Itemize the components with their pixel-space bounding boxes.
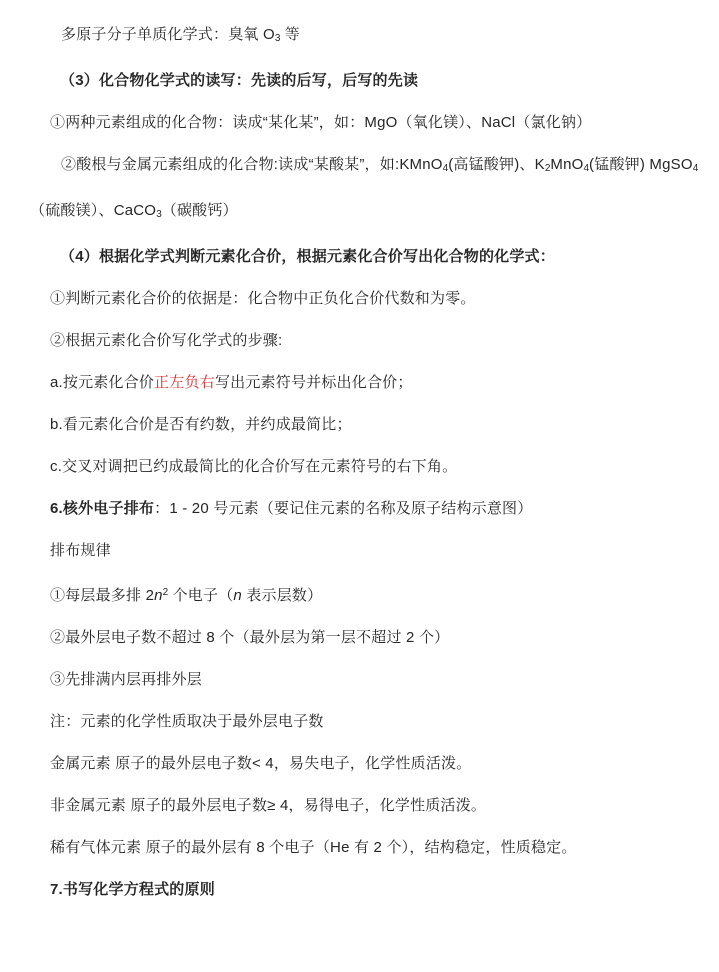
text-run: 排布规律: [50, 542, 111, 559]
subscript-run: 4: [583, 163, 590, 174]
text-run: 多原子分子单质化学式：臭氧 O: [61, 26, 275, 43]
subscript-run: 3: [156, 209, 162, 220]
bold-text-run: （3）化合物化学式的读写：先读的后写，后写的先读: [60, 72, 419, 89]
text-run: b.看元素化合价是否有约数，并约成最简比；: [50, 416, 352, 433]
paragraph: [30, 659, 690, 701]
text-run: 稀有气体元素 原子的最外层有 8 个电子（He 有 2 个），结构稳定，性质稳定。: [50, 839, 577, 856]
paragraph: [30, 701, 690, 743]
paragraph: [30, 827, 690, 869]
text-run: 写出元素符号并标出化合价；: [214, 374, 413, 391]
paragraph: [30, 743, 690, 785]
subscript-run: 3: [274, 33, 281, 44]
subscript-run: 4: [692, 163, 699, 174]
text-run: 等: [280, 26, 300, 43]
text-run: ②最外层电子数不超过 8 个（最外层为第一层不超过 2 个）: [50, 629, 450, 646]
text-run: ③先排满内层再排外层: [50, 671, 203, 688]
text-run: ：1 - 20 号元素（要记住元素的名称及原子结构示意图）: [154, 500, 533, 517]
text-run: 非金属元素 原子的最外层电子数≥ 4，易得电子，化学性质活泼。: [50, 797, 487, 814]
text-run: 注：元素的化学性质取决于最外层电子数: [50, 713, 324, 730]
text-run: a.按元素化合价: [50, 374, 155, 391]
paragraph: [30, 785, 690, 827]
subscript-run: 2: [544, 163, 551, 174]
bold-text-run: 6.核外电子排布: [50, 500, 155, 517]
paragraph: [30, 362, 690, 404]
paragraph: [30, 572, 690, 617]
paragraph: [30, 617, 690, 659]
text-run: （碳酸钙）: [161, 202, 238, 219]
text-run: c.交叉对调把已约成最简比的化合价写在元素符号的右下角。: [50, 458, 458, 475]
italic-variable-run: n: [233, 587, 242, 604]
paragraph: [30, 869, 690, 911]
subscript-run: 4: [442, 163, 449, 174]
paragraph: [30, 446, 690, 488]
text-run: ②根据元素化合价写化学式的步骤:: [50, 332, 283, 349]
red-emphasis-text: 正左负右: [154, 374, 215, 391]
italic-variable-run: n: [154, 587, 163, 604]
paragraph: [30, 14, 690, 60]
paragraph: [30, 530, 690, 572]
paragraph: [30, 190, 690, 236]
text-run: 金属元素 原子的最外层电子数< 4，易失电子，化学性质活泼。: [50, 755, 472, 772]
text-run: 个电子（: [168, 587, 234, 604]
text-run: （硫酸镁）、CaCO: [30, 202, 157, 219]
text-run: ①两种元素组成的化合物：读成“某化某”，如：MgO（氧化镁）、NaCl（氯化钠）: [50, 114, 592, 131]
paragraph: [30, 488, 690, 530]
text-run: MnO: [550, 156, 584, 173]
paragraph: [30, 60, 690, 102]
text-run: ②酸根与金属元素组成的化合物:读成“某酸某”，如:KMnO: [61, 156, 443, 173]
text-run: (高锰酸钾)、K: [448, 156, 545, 173]
superscript-run: 2: [162, 587, 169, 598]
text-run: ①每层最多排 2: [50, 587, 155, 604]
text-run: ①判断元素化合价的依据是：化合物中正负化合价代数和为零。: [50, 290, 476, 307]
text-run: (锰酸钾) MgSO: [589, 156, 693, 173]
paragraph: [30, 144, 699, 190]
paragraph: [30, 404, 690, 446]
paragraph: [30, 320, 690, 362]
bold-text-run: 7.书写化学方程式的原则: [50, 881, 215, 898]
paragraph: [30, 102, 690, 144]
text-run: 表示层数）: [241, 587, 323, 604]
paragraph: [30, 278, 690, 320]
paragraph: [30, 236, 690, 278]
bold-text-run: （4）根据化学式判断元素化合价，根据元素化合价写出化合物的化学式：: [60, 248, 555, 265]
